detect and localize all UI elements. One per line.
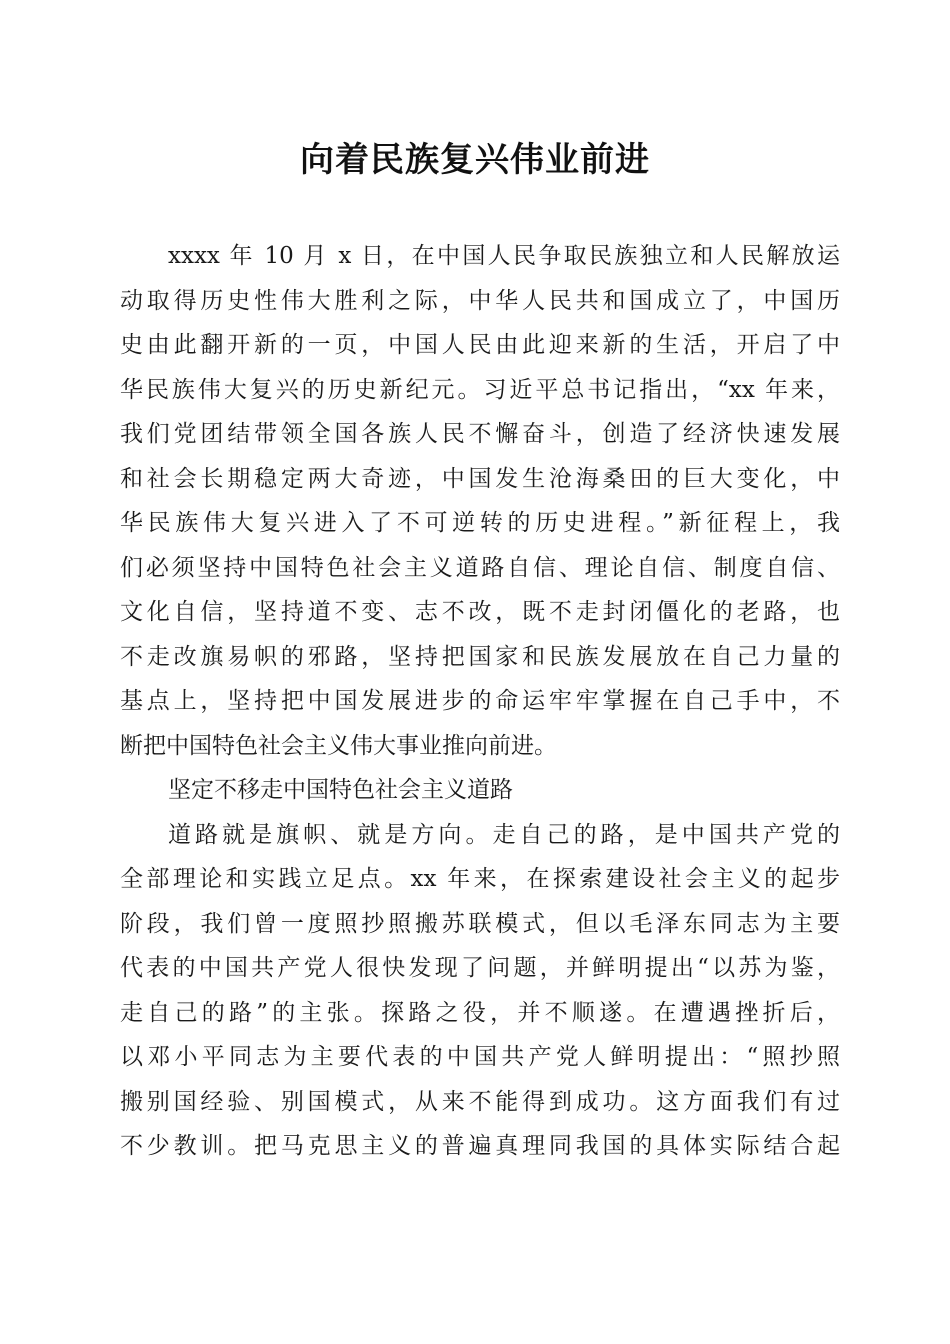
- document-title: 向着民族复兴伟业前进: [300, 140, 650, 180]
- paragraph-line: 们必须坚持中国特色社会主义道路自信、理论自信、制度自信、: [120, 554, 840, 581]
- paragraph-line: 不走改旗易帜的邪路，坚持把国家和民族发展放在自己力量的: [120, 643, 840, 670]
- paragraph-line: 走自己的路”的主张。探路之役，并不顺遂。在遭遇挫折后，: [120, 999, 840, 1026]
- paragraph-line: 道路就是旗帜、就是方向。走自己的路，是中国共产党的: [168, 821, 840, 848]
- paragraph-line: 华民族伟大复兴的历史新纪元。习近平总书记指出，“xx 年来，: [120, 376, 840, 403]
- paragraph-line: 断把中国特色社会主义伟大事业推向前进。: [120, 732, 557, 759]
- paragraph-line: 动取得历史性伟大胜利之际，中华人民共和国成立了，中国历: [120, 287, 840, 314]
- paragraph-line: 搬别国经验、别国模式，从来不能得到成功。这方面我们有过: [120, 1088, 840, 1115]
- paragraph-line: 阶段，我们曾一度照抄照搬苏联模式，但以毛泽东同志为主要: [120, 910, 840, 937]
- document-body: [120, 234, 840, 1169]
- paragraph-line: 和社会长期稳定两大奇迹，中国发生沧海桑田的巨大变化，中: [120, 465, 840, 492]
- paragraph-line: 以邓小平同志为主要代表的中国共产党人鲜明提出：“照抄照: [120, 1044, 840, 1070]
- paragraph-line: 文化自信，坚持道不变、志不改，既不走封闭僵化的老路，也: [120, 599, 840, 625]
- paragraph-line: 全部理论和实践立足点。xx 年来，在探索建设社会主义的起步: [120, 866, 840, 892]
- paragraph-line: 华民族伟大复兴进入了不可逆转的历史进程。”新征程上，我: [120, 510, 840, 536]
- paragraph-line: 基点上，坚持把中国发展进步的命运牢牢掌握在自己手中，不: [120, 688, 840, 714]
- paragraph-line: xxxx 年 10 月 x 日，在中国人民争取民族独立和人民解放运: [168, 243, 840, 269]
- paragraph-line: 我们党团结带领全国各族人民不懈奋斗，创造了经济快速发展: [120, 421, 840, 447]
- section-heading: 坚定不移走中国特色社会主义道路: [168, 777, 513, 803]
- paragraph-line: 史由此翻开新的一页，中国人民由此迎来新的生活，开启了中: [120, 332, 840, 358]
- paragraph-line: 不少教训。把马克思主义的普遍真理同我国的具体实际结合起: [120, 1133, 840, 1159]
- paragraph-line: 代表的中国共产党人很快发现了问题，并鲜明提出“以苏为鉴，: [120, 955, 840, 981]
